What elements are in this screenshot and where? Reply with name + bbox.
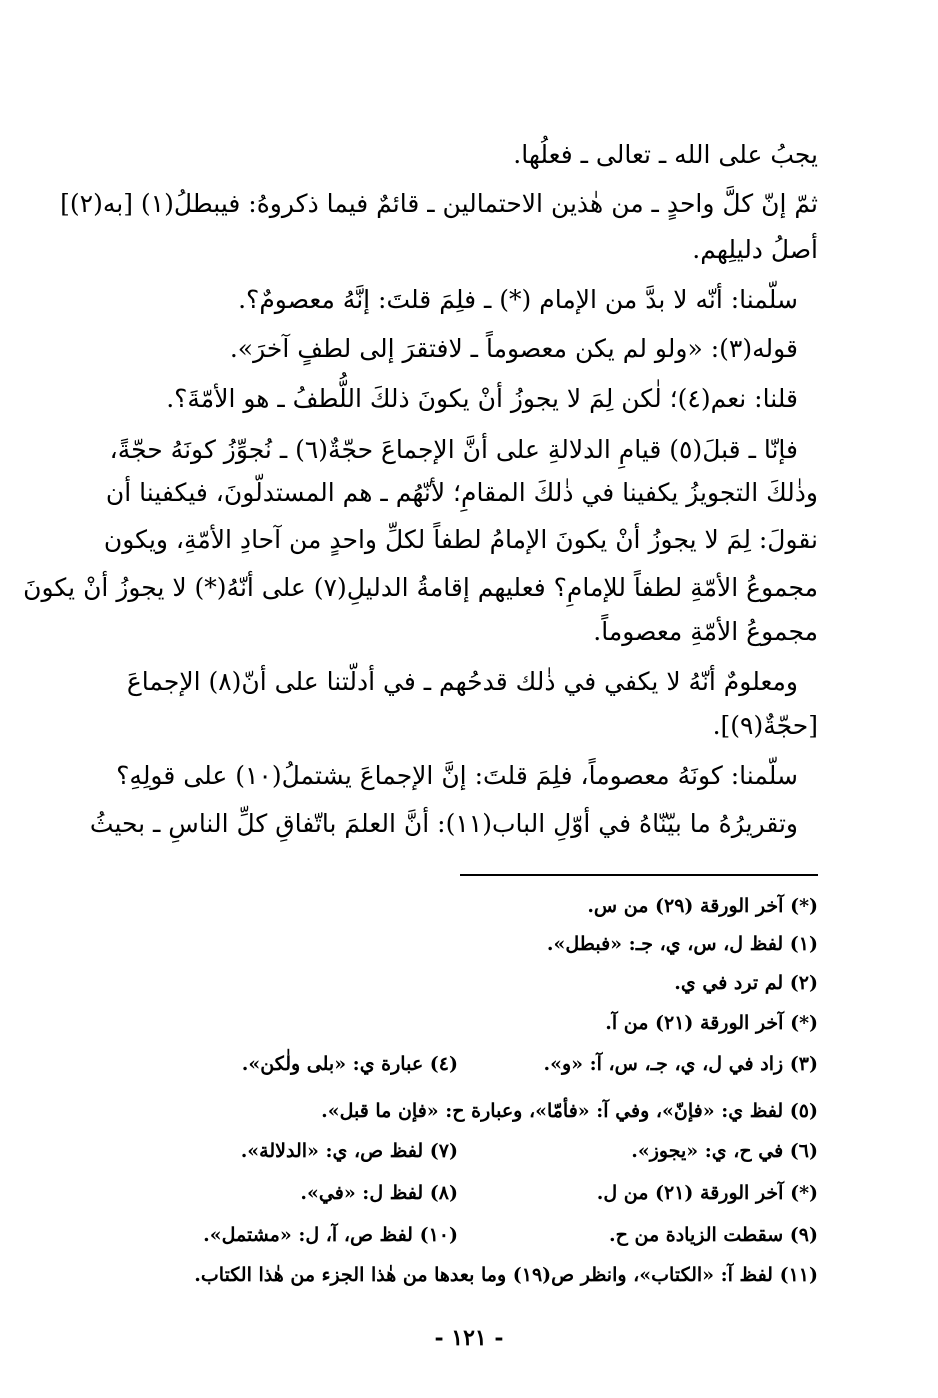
footnote-star-1: (*) آخر الورقة (٢٩) من س. xyxy=(587,895,818,917)
body-line-11: مجموعُ الأمّةِ معصوماً. xyxy=(593,617,818,646)
body-line-6: قلنا: نعم(٤)؛ لٰكن لِمَ لا يجوزُ أنْ يكونَ ذلكَ اللُّطفُ ـ هو الأمّةَ؟. xyxy=(166,384,798,413)
body-line-7: فإنّا ـ قبلَ(٥) قيامِ الدلالةِ على أنَّ الإجماعَ حجّةٌ(٦) ـ نُجوِّزُ كونَهُ حجّةً، xyxy=(109,435,798,464)
body-line-9: نقولَ: لِمَ لا يجوزُ أنْ يكونَ الإمامُ لطفاً لكلِّ واحدٍ من آحادِ الأمّةِ، ويكون xyxy=(103,525,818,554)
page-number: - ١٢١ - xyxy=(434,1325,504,1351)
body-line-2: ثمّ إنّ كلَّ واحدٍ ـ من هٰذين الاحتمالين ـ قائمٌ فيما ذكروهُ: فيبطلُ(١) [به(٢)] xyxy=(60,189,818,218)
footnote-3: (٣) زاد في ل، ي، جـ، س، آ: «و». xyxy=(543,1053,818,1075)
body-line-3: أصلُ دليلِهم. xyxy=(692,235,818,264)
body-line-12: ومعلومٌ أنّهُ لا يكفي في ذٰلك قدحُهم ـ في أدلّتنا على أنّ(٨) الإجماعَ xyxy=(126,667,798,696)
footnote-2: (٢) لم ترد في ي. xyxy=(674,972,818,994)
footnote-11: (١١) لفظ آ: «الكتاب»، وانظر ص(١٩) وما بعدها من هٰذا الجزء من هٰذا الكتاب. xyxy=(194,1264,818,1286)
footnote-5: (٥) لفظ ي: «فإنّ»، وفي آ: «فأمّا»، وعبارة ح: «فإن ما قبل». xyxy=(321,1100,818,1122)
footnote-4: (٤) عبارة ي: «بلى ولٰكن». xyxy=(241,1053,458,1075)
footnote-9: (٩) سقطت الزيادة من ح. xyxy=(608,1224,818,1246)
body-line-5: قوله(٣): «ولو لم يكن معصوماً ـ لافتقرَ إلى لطفٍ آخرَ». xyxy=(229,334,798,363)
footnote-8: (٨) لفظ ل: «في». xyxy=(300,1182,458,1204)
footnote-7: (٧) لفظ ص، ي: «الدلالة». xyxy=(240,1140,458,1162)
body-line-13: [حجّةٌ(٩)]. xyxy=(712,711,818,740)
footnote-star-2: (*) آخر الورقة (٢١) من آ. xyxy=(605,1012,818,1034)
footnote-separator xyxy=(460,874,818,876)
footnote-6: (٦) في ح، ي: «يجوز». xyxy=(631,1140,818,1162)
body-line-15: وتقريرُهُ ما بيّنّاهُ في أوّلِ الباب(١١): أنَّ العلمَ باتّفاقِ كلِّ الناسِ ـ بحيثُ xyxy=(89,809,798,838)
footnote-1: (١) لفظ ل، س، ي، جـ: «فبطل». xyxy=(546,933,818,955)
body-line-14: سلّمنا: كونَهُ معصوماً، فلِمَ قلتَ: إنَّ الإجماعَ يشتملُ(١٠) على قولِهِ؟ xyxy=(116,761,798,790)
body-line-4: سلّمنا: أنّه لا بدَّ من الإمام (*) ـ فلِمَ قلتَ: إنَّهُ معصومٌ؟. xyxy=(238,285,798,314)
body-line-8: وذٰلكَ التجويزُ يكفينا في ذٰلكَ المقامِ؛ لأنّهُم ـ هم المستدلّونَ، فيكفينا أن xyxy=(105,478,818,507)
body-line-1: يجبُ على الله ـ تعالى ـ فعلُها. xyxy=(513,140,818,169)
body-line-10: مجموعُ الأمّةِ لطفاً للإمامِ؟ فعليهم إقامةُ الدليلِ(٧) على أنّهُ(*) لا يجوزُ أنْ يكونَ xyxy=(23,573,818,602)
footnote-10: (١٠) لفظ ص، آ، ل: «مشتمل». xyxy=(203,1224,458,1246)
footnote-star-3: (*) آخر الورقة (٢١) من ل. xyxy=(596,1182,818,1204)
